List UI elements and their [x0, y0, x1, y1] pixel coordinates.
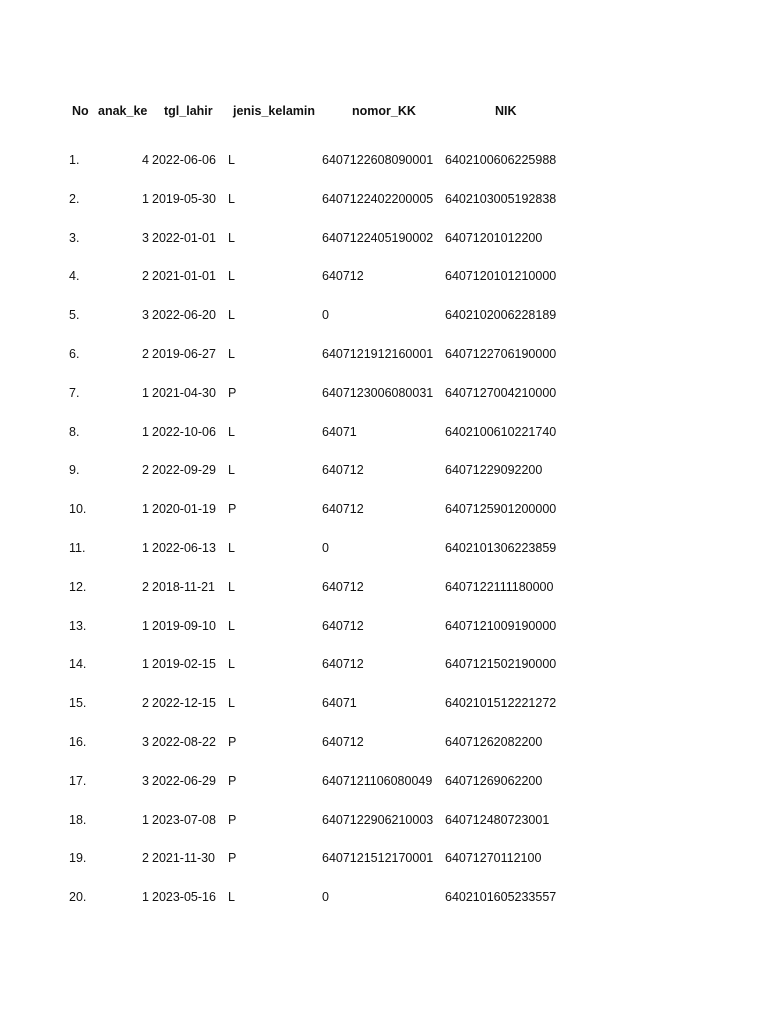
- table-row: [0, 230, 768, 269]
- cell-tgl-lahir: 2021-04-30: [152, 385, 216, 400]
- table-row: [0, 812, 768, 851]
- cell-tgl-lahir: 2018-11-21: [152, 579, 216, 594]
- cell-tgl-lahir: 2022-06-20: [152, 308, 216, 323]
- cell-tgl-lahir: 2022-09-29: [152, 463, 216, 478]
- cell-anak-ke: 3: [142, 230, 149, 245]
- cell-nomor-kk: 0: [322, 308, 329, 323]
- cell-nomor-kk: 6407121106080049: [322, 773, 433, 788]
- cell-jenis-kelamin: P: [228, 773, 237, 788]
- cell-no: 10.: [69, 502, 87, 517]
- cell-nomor-kk: 6407123006080031: [322, 385, 434, 400]
- cell-tgl-lahir: 2021-01-01: [152, 269, 216, 284]
- table-row: [0, 618, 768, 657]
- table-row: [0, 501, 768, 540]
- cell-nomor-kk: 6407122402200005: [322, 191, 434, 206]
- cell-nik: 6402103005192838: [445, 191, 557, 206]
- cell-nomor-kk: 640712: [322, 502, 364, 517]
- cell-nomor-kk: 640712: [322, 734, 364, 749]
- cell-no: 1.: [69, 153, 80, 167]
- cell-nomor-kk: 6407121912160001: [322, 346, 434, 361]
- cell-jenis-kelamin: L: [228, 269, 235, 284]
- cell-tgl-lahir: 2020-01-19: [152, 502, 216, 517]
- table-row: [0, 152, 768, 191]
- header-jenis-kelamin: jenis_kelamin: [233, 104, 315, 118]
- cell-no: 8.: [69, 424, 80, 439]
- cell-jenis-kelamin: L: [228, 463, 235, 478]
- cell-no: 20.: [69, 890, 87, 905]
- table-body: [0, 152, 768, 928]
- cell-nomor-kk: 640712: [322, 657, 364, 672]
- cell-tgl-lahir: 2022-06-29: [152, 773, 216, 788]
- cell-no: 16.: [69, 734, 87, 749]
- cell-no: 2.: [69, 191, 80, 206]
- cell-no: 6.: [69, 346, 80, 361]
- cell-tgl-lahir: 2019-09-10: [152, 618, 216, 633]
- cell-jenis-kelamin: P: [228, 851, 237, 866]
- cell-nik: 6407122111180000: [445, 579, 554, 594]
- table-header: [0, 103, 768, 121]
- cell-nomor-kk: 640712: [322, 269, 364, 284]
- cell-no: 14.: [69, 657, 87, 672]
- cell-no: 7.: [69, 385, 80, 400]
- cell-nomor-kk: 64071: [322, 696, 357, 711]
- cell-tgl-lahir: 2021-11-30: [152, 851, 216, 866]
- cell-jenis-kelamin: P: [228, 385, 237, 400]
- cell-tgl-lahir: 2022-06-13: [152, 540, 216, 555]
- cell-nik: 6402101512221272: [445, 696, 557, 711]
- cell-jenis-kelamin: L: [228, 657, 235, 672]
- cell-nik: 6407120101210000: [445, 269, 557, 284]
- cell-anak-ke: 3: [142, 773, 149, 788]
- table-row: [0, 540, 768, 579]
- header-nik: NIK: [495, 104, 517, 118]
- cell-anak-ke: 1: [142, 657, 149, 672]
- cell-no: 13.: [69, 618, 87, 633]
- cell-anak-ke: 4: [142, 153, 149, 167]
- table-row: [0, 773, 768, 812]
- cell-nomor-kk: 64071: [322, 424, 357, 439]
- cell-nik: 6407127004210000: [445, 385, 557, 400]
- table-row: [0, 385, 768, 424]
- table-row: [0, 579, 768, 618]
- cell-jenis-kelamin: L: [228, 230, 235, 245]
- cell-jenis-kelamin: L: [228, 618, 235, 633]
- cell-nik: 6407125901200000: [445, 502, 557, 517]
- cell-nik: 64071269062200: [445, 773, 543, 788]
- cell-nik: 6402100606225988: [445, 153, 557, 167]
- header-tgl-lahir: tgl_lahir: [164, 104, 213, 118]
- cell-anak-ke: 3: [142, 308, 149, 323]
- cell-jenis-kelamin: L: [228, 424, 235, 439]
- cell-nomor-kk: 6407122608090001: [322, 153, 434, 167]
- table-row: [0, 462, 768, 501]
- cell-no: 3.: [69, 230, 80, 245]
- cell-anak-ke: 1: [142, 618, 149, 633]
- cell-no: 17.: [69, 773, 87, 788]
- cell-no: 9.: [69, 463, 80, 478]
- cell-nik: 6402101306223859: [445, 540, 557, 555]
- cell-jenis-kelamin: L: [228, 579, 235, 594]
- table-row: [0, 307, 768, 346]
- cell-nomor-kk: 6407122405190002: [322, 230, 434, 245]
- cell-no: 4.: [69, 269, 80, 284]
- table-row: [0, 191, 768, 230]
- cell-anak-ke: 3: [142, 734, 149, 749]
- cell-tgl-lahir: 2022-06-06: [152, 153, 216, 167]
- cell-jenis-kelamin: L: [228, 153, 235, 167]
- cell-anak-ke: 1: [142, 890, 149, 905]
- cell-jenis-kelamin: L: [228, 696, 235, 711]
- cell-nik: 6402101605233557: [445, 890, 557, 905]
- cell-nik: 6407122706190000: [445, 346, 557, 361]
- cell-anak-ke: 1: [142, 812, 149, 827]
- table-row: [0, 268, 768, 307]
- table-row: [0, 424, 768, 463]
- cell-nik: 6402102006228189: [445, 308, 557, 323]
- header-anak-ke: anak_ke: [98, 104, 148, 118]
- cell-nomor-kk: 0: [322, 890, 329, 905]
- cell-anak-ke: 2: [142, 579, 149, 594]
- cell-nomor-kk: 6407121512170001: [322, 851, 434, 866]
- cell-nik: 64071270112100: [445, 851, 542, 866]
- cell-no: 18.: [69, 812, 87, 827]
- cell-anak-ke: 2: [142, 696, 149, 711]
- header-nomor-kk: nomor_KK: [352, 104, 416, 118]
- cell-jenis-kelamin: P: [228, 502, 237, 517]
- cell-anak-ke: 2: [142, 851, 149, 866]
- cell-nik: 6407121009190000: [445, 618, 557, 633]
- cell-no: 5.: [69, 308, 80, 323]
- cell-no: 15.: [69, 696, 87, 711]
- cell-nomor-kk: 640712: [322, 579, 364, 594]
- cell-nik: 6407121502190000: [445, 657, 557, 672]
- cell-tgl-lahir: 2023-07-08: [152, 812, 216, 827]
- cell-anak-ke: 2: [142, 346, 149, 361]
- cell-jenis-kelamin: L: [228, 540, 235, 555]
- cell-tgl-lahir: 2019-02-15: [152, 657, 216, 672]
- cell-anak-ke: 1: [142, 502, 149, 517]
- cell-nik: 64071201012200: [445, 230, 543, 245]
- cell-jenis-kelamin: L: [228, 191, 235, 206]
- cell-no: 19.: [69, 851, 87, 866]
- header-no: No: [72, 104, 89, 118]
- cell-tgl-lahir: 2023-05-16: [152, 890, 216, 905]
- cell-jenis-kelamin: L: [228, 308, 235, 323]
- cell-anak-ke: 1: [142, 385, 149, 400]
- cell-no: 11.: [69, 540, 86, 555]
- table-row: [0, 850, 768, 889]
- cell-nomor-kk: 640712: [322, 618, 364, 633]
- cell-anak-ke: 2: [142, 463, 149, 478]
- cell-jenis-kelamin: P: [228, 734, 237, 749]
- cell-no: 12.: [69, 579, 87, 594]
- cell-jenis-kelamin: L: [228, 346, 235, 361]
- table-row: [0, 889, 768, 928]
- cell-nomor-kk: 6407122906210003: [322, 812, 434, 827]
- cell-anak-ke: 1: [142, 540, 149, 555]
- cell-tgl-lahir: 2019-06-27: [152, 346, 216, 361]
- cell-anak-ke: 2: [142, 269, 149, 284]
- cell-nik: 64071262082200: [445, 734, 543, 749]
- table-row: [0, 695, 768, 734]
- cell-tgl-lahir: 2022-01-01: [152, 230, 216, 245]
- cell-anak-ke: 1: [142, 191, 149, 206]
- cell-nik: 640712480723001: [445, 812, 550, 827]
- table-row: [0, 656, 768, 695]
- cell-tgl-lahir: 2019-05-30: [152, 191, 216, 206]
- table-row: [0, 734, 768, 773]
- cell-nomor-kk: 0: [322, 540, 329, 555]
- cell-anak-ke: 1: [142, 424, 149, 439]
- cell-tgl-lahir: 2022-08-22: [152, 734, 216, 749]
- cell-jenis-kelamin: L: [228, 890, 235, 905]
- cell-nik: 6402100610221740: [445, 424, 557, 439]
- cell-nomor-kk: 640712: [322, 463, 364, 478]
- table-row: [0, 346, 768, 385]
- cell-nik: 64071229092200: [445, 463, 543, 478]
- cell-jenis-kelamin: P: [228, 812, 237, 827]
- cell-tgl-lahir: 2022-12-15: [152, 696, 216, 711]
- cell-tgl-lahir: 2022-10-06: [152, 424, 216, 439]
